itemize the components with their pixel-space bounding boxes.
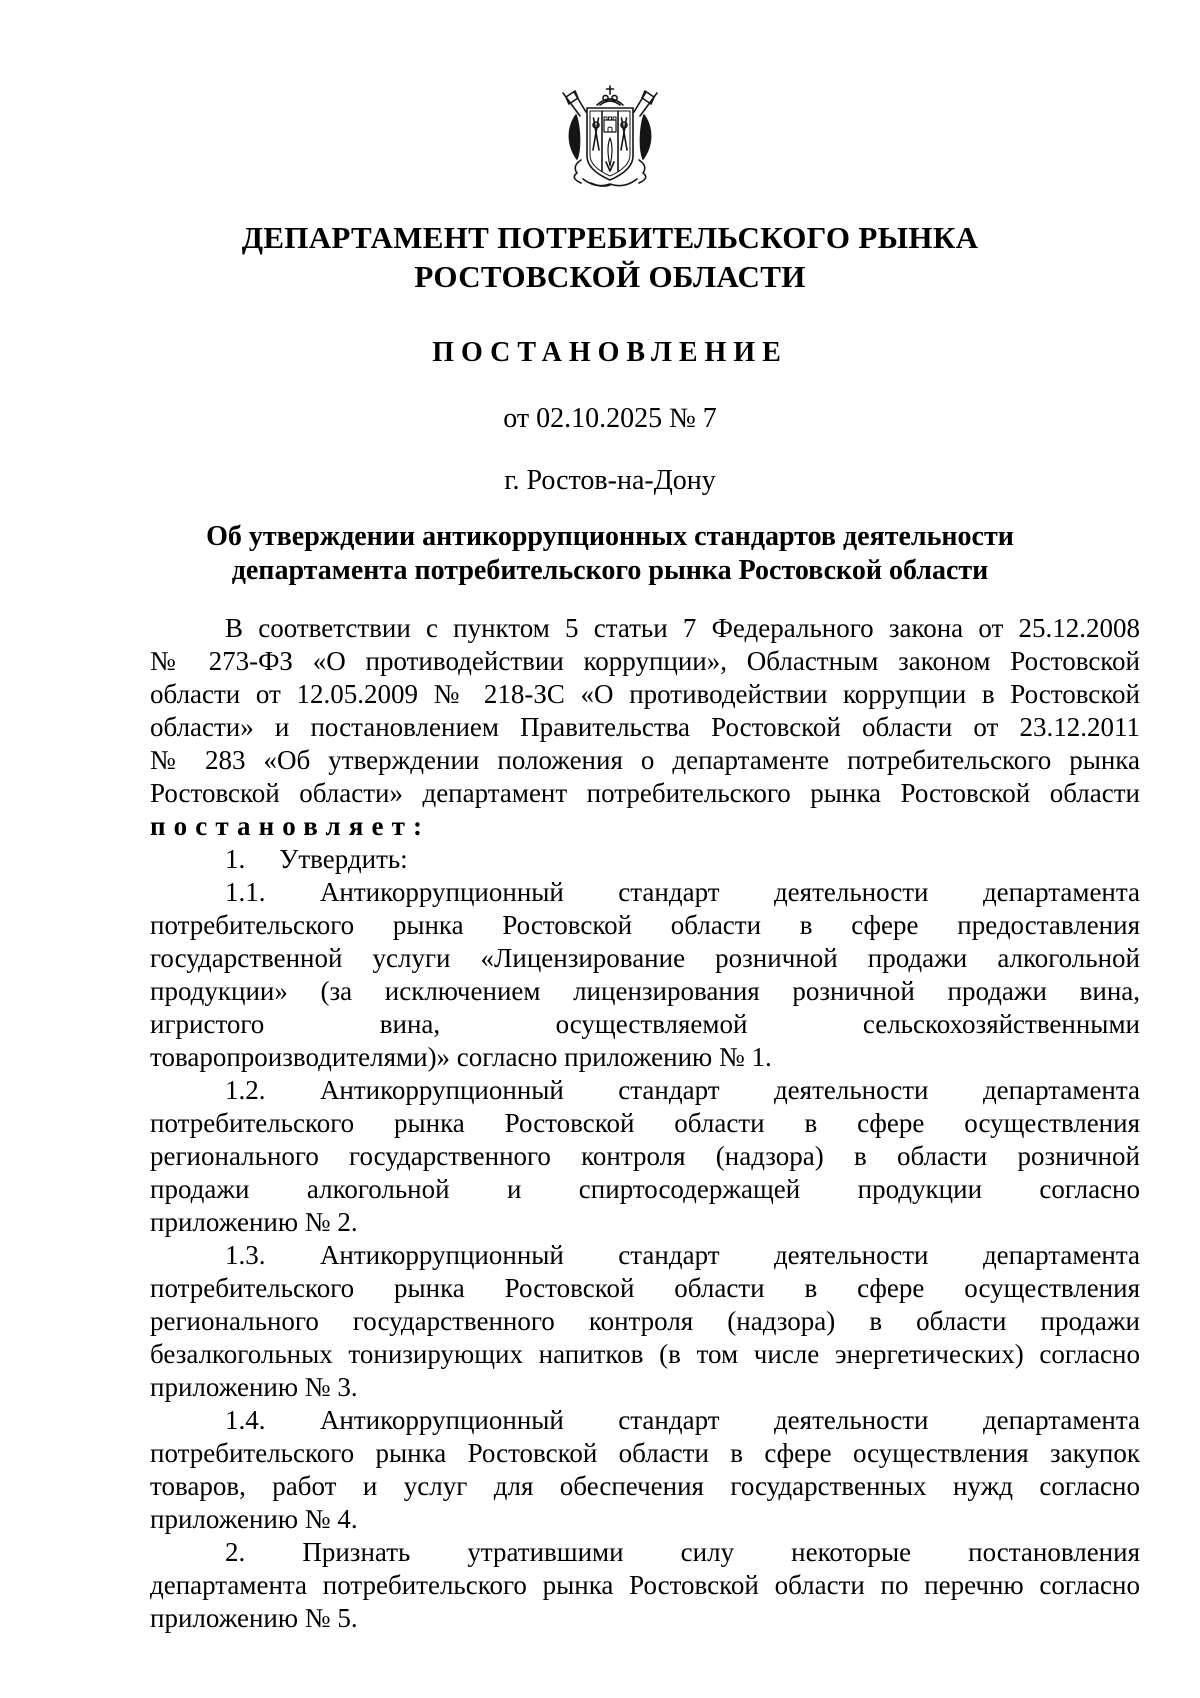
text-line: 1.2. Антикоррупционный стандарт деятельности департамента xyxy=(225,1075,1140,1105)
text-line: безалкогольных тонизирующих напитков (в том числе энергетических) согласно xyxy=(150,1339,1140,1369)
item-2 xyxy=(150,1536,1140,1635)
text-line: 1.3. Антикоррупционный стандарт деятельности департамента xyxy=(225,1240,1140,1270)
text-line: потребительского рынка Ростовской области в сфере предоставления xyxy=(150,910,1140,940)
text-line: регионального государственного контроля (надзора) в области продажи xyxy=(150,1306,1140,1336)
city-line: г. Ростов-на-Дону xyxy=(504,465,716,496)
text-line: приложению № 3. xyxy=(150,1372,358,1402)
document-subject xyxy=(150,520,1070,588)
text-line: потребительского рынка Ростовской области в сфере осуществления закупок xyxy=(150,1438,1140,1468)
item-number: 1. xyxy=(225,844,246,874)
item-1 xyxy=(150,843,1140,876)
document-type-title: ПОСТАНОВЛЕНИЕ xyxy=(432,337,788,368)
organization-name xyxy=(150,218,1070,296)
item-1-3 xyxy=(150,1239,1140,1404)
item-1-1 xyxy=(150,876,1140,1074)
emblem-container xyxy=(150,84,1070,196)
preamble xyxy=(150,612,1140,843)
text-line: № 283 «Об утверждении положения о департаменте потребительского рынка xyxy=(150,745,1140,775)
document-body xyxy=(150,612,1140,1635)
text-line: области» и постановлением Правительства Ростовской области от 23.12.2011 xyxy=(150,712,1140,742)
organization-name-line-2: РОСТОВСКОЙ ОБЛАСТИ xyxy=(414,259,806,294)
text-line: приложению № 5. xyxy=(150,1603,358,1633)
numbered-line xyxy=(150,843,1140,876)
text-line: приложению № 2. xyxy=(150,1207,358,1237)
document-subject-line-2: департамента потребительского рынка Ростовской области xyxy=(231,555,989,586)
rostov-oblast-coat-of-arms-icon xyxy=(550,84,670,196)
text-line: 2. Признать утратившими силу некоторые постановления xyxy=(225,1537,1140,1567)
text-line: потребительского рынка Ростовской области в сфере осуществления xyxy=(150,1273,1140,1303)
text-line: продукции» (за исключением лицензирования розничной продажи вина, xyxy=(150,976,1140,1006)
text-line: постановляет: xyxy=(150,811,431,841)
item-1-2 xyxy=(150,1074,1140,1239)
organization-name-line-1: ДЕПАРТАМЕНТ ПОТРЕБИТЕЛЬСКОГО РЫНКА xyxy=(241,220,979,255)
text-line: товаров, работ и услуг для обеспечения государственных нужд согласно xyxy=(150,1471,1140,1501)
item-text: Утвердить: xyxy=(279,844,408,874)
date-and-number: от 02.10.2025 № 7 xyxy=(503,403,717,434)
item-1-4 xyxy=(150,1404,1140,1536)
text-line: № 273-ФЗ «О противодействии коррупции», Областным законом Ростовской xyxy=(150,646,1140,676)
text-line: потребительского рынка Ростовской области в сфере осуществления xyxy=(150,1108,1140,1138)
text-line: государственной услуги «Лицензирование розничной продажи алкогольной xyxy=(150,943,1140,973)
text-line: департамента потребительского рынка Ростовской области по перечню согласно xyxy=(150,1570,1140,1600)
text-line: 1.4. Антикоррупционный стандарт деятельности департамента xyxy=(225,1405,1140,1435)
text-line: регионального государственного контроля (надзора) в области розничной xyxy=(150,1141,1140,1171)
text-line: 1.1. Антикоррупционный стандарт деятельности департамента xyxy=(225,877,1140,907)
text-line: игристого вина, осуществляемой сельскохозяйственными xyxy=(150,1009,1140,1039)
document-subject-line-1: Об утверждении антикоррупционных стандартов деятельности xyxy=(206,521,1014,552)
text-line: приложению № 4. xyxy=(150,1504,358,1534)
text-line: В соответствии с пунктом 5 статьи 7 Федерального закона от 25.12.2008 xyxy=(225,613,1140,643)
text-line: товаропроизводителями)» согласно приложению № 1. xyxy=(150,1042,772,1072)
text-line: продажи алкогольной и спиртосодержащей продукции согласно xyxy=(150,1174,1140,1204)
document-header xyxy=(150,84,1070,588)
text-line: области от 12.05.2009 № 218-ЗС «О противодействии коррупции в Ростовской xyxy=(150,679,1140,709)
text-line: Ростовской области» департамент потребительского рынка Ростовской области xyxy=(150,778,1140,808)
